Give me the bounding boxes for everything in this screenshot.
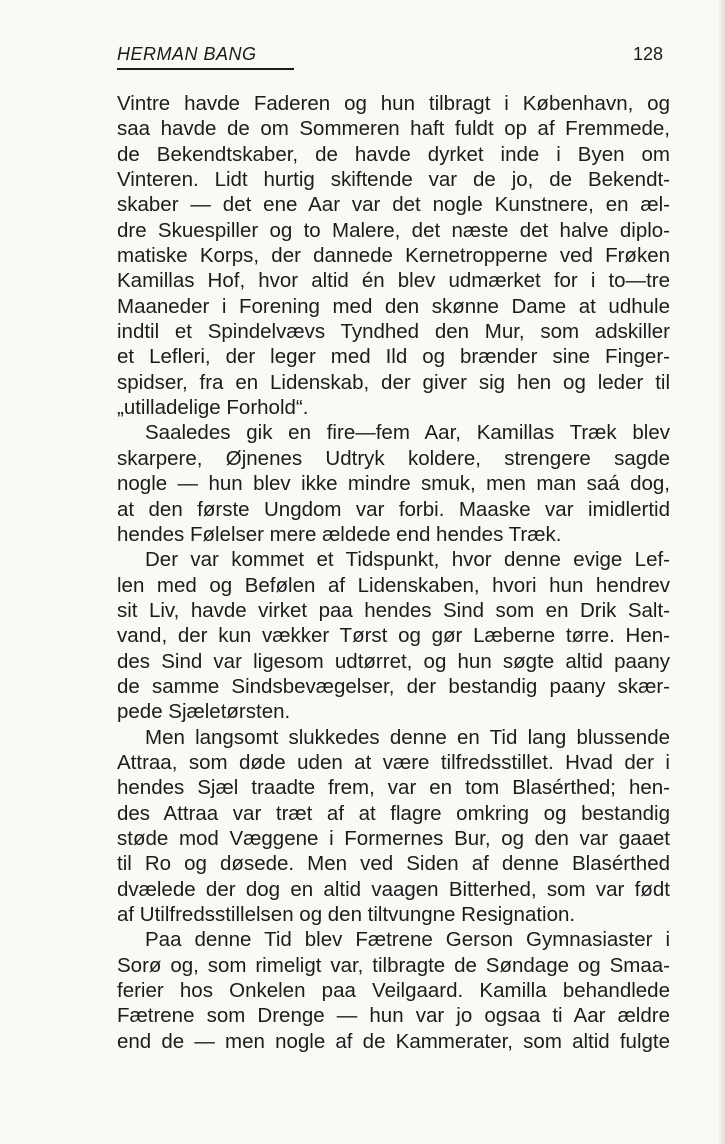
text-line: skaber — det ene Aar var det nogle Kunstnere, en æl- [117,193,670,217]
page-number: 128 [632,44,663,64]
text-line: indtil et Spindelvævs Tyndhed den Mur, som adskiller [117,320,670,344]
running-title-underline [117,68,294,70]
text-line: af Utilfredsstillelsen og den tiltvungne Resignation. [117,903,576,926]
text-line: dre Skuespiller og to Malere, det næste det halve diplo- [117,218,670,242]
text-line: Attraa, som døde uden at være tilfredsstillet. Hvad der i [117,750,670,774]
text-line: „utilladelige Forhold“. [117,396,309,420]
text-line: til Ro og døsede. Men ved Siden af denne Blasérthed [117,852,670,876]
text-line: Paa denne Tid blev Fætrene Gerson Gymnasiaster i [145,928,670,952]
running-head [117,44,663,70]
text-line: len med og Befølen af Lidenskaben, hvori hun hendrev [117,573,670,597]
text-line: de samme Sindsbevægelser, der bestandig paany skær- [117,674,670,698]
text-line: Vintre havde Faderen og hun tilbragt i København, og [117,92,670,115]
text-line: dvælede der dog en altid vaagen Bitterhed, som var født [117,877,670,901]
text-line: pede Sjæletørsten. [117,700,291,724]
text-line: Men langsomt slukkedes denne en Tid lang blussende [145,725,670,749]
body-text [117,91,670,1054]
text-line: end de — men nogle af de Kammerater, som altid fulgte [117,1029,670,1053]
text-line: skarpere, Øjnenes Udtryk koldere, strengere sagde [117,446,670,470]
text-line: de Bekendtskaber, de havde dyrket inde i Byen om [117,142,670,166]
text-line: ferier hos Onkelen paa Veilgaard. Kamilla behandlede [117,979,670,1003]
text-line: Fætrene som Drenge — hun var jo ogsaa ti Aar ældre [117,1004,670,1028]
text-line: matiske Korps, der dannede Kernetropperne ved Frøken [117,244,670,268]
text-line: Der var kommet et Tidspunkt, hvor denne evige Lef- [145,548,670,572]
text-line: et Lefleri, der leger med Ild og brænder sine Finger- [117,345,670,369]
text-line: des Sind var ligesom udtørret, og hun søgte altid paany [117,649,670,673]
running-title: HERMAN BANG [117,44,257,64]
text-line: Maaneder i Forening med den skønne Dame at udhule [117,294,670,318]
text-line: saa havde de om Sommeren haft fuldt op af Fremmede, [117,117,670,141]
text-line: støde mod Væggene i Formernes Bur, og den var gaaet [117,826,670,850]
page-edge [719,0,725,1144]
text-line: Sorø og, som rimeligt var, tilbragte de Søndage og Smaa- [117,953,670,977]
text-line: spidser, fra en Lidenskab, der giver sig hen og leder til [117,370,670,394]
text-line: Saaledes gik en fire—fem Aar, Kamillas Træk blev [145,421,670,445]
text-line: sit Liv, havde virket paa hendes Sind som en Drik Salt- [117,598,670,622]
text-line: nogle — hun blev ikke mindre smuk, men man saá dog, [117,472,670,496]
text-line: Vinteren. Lidt hurtig skiftende var de jo, de Bekendt- [117,168,670,192]
text-line: at den første Ungdom var forbi. Maaske var imidlertid [117,497,670,521]
text-line: des Attraa var træt af at flagre omkring og bestandig [117,801,670,825]
text-line: Kamillas Hof, hvor altid én blev udmærket for i to—tre [117,269,670,293]
text-line: hendes Sjæl traadte frem, var en tom Blasérthed; hen- [117,776,670,800]
text-line: vand, der kun vækker Tørst og gør Læberne tørre. Hen- [117,624,670,648]
text-line: hendes Følelser mere ældede end hendes Træk. [117,522,562,546]
